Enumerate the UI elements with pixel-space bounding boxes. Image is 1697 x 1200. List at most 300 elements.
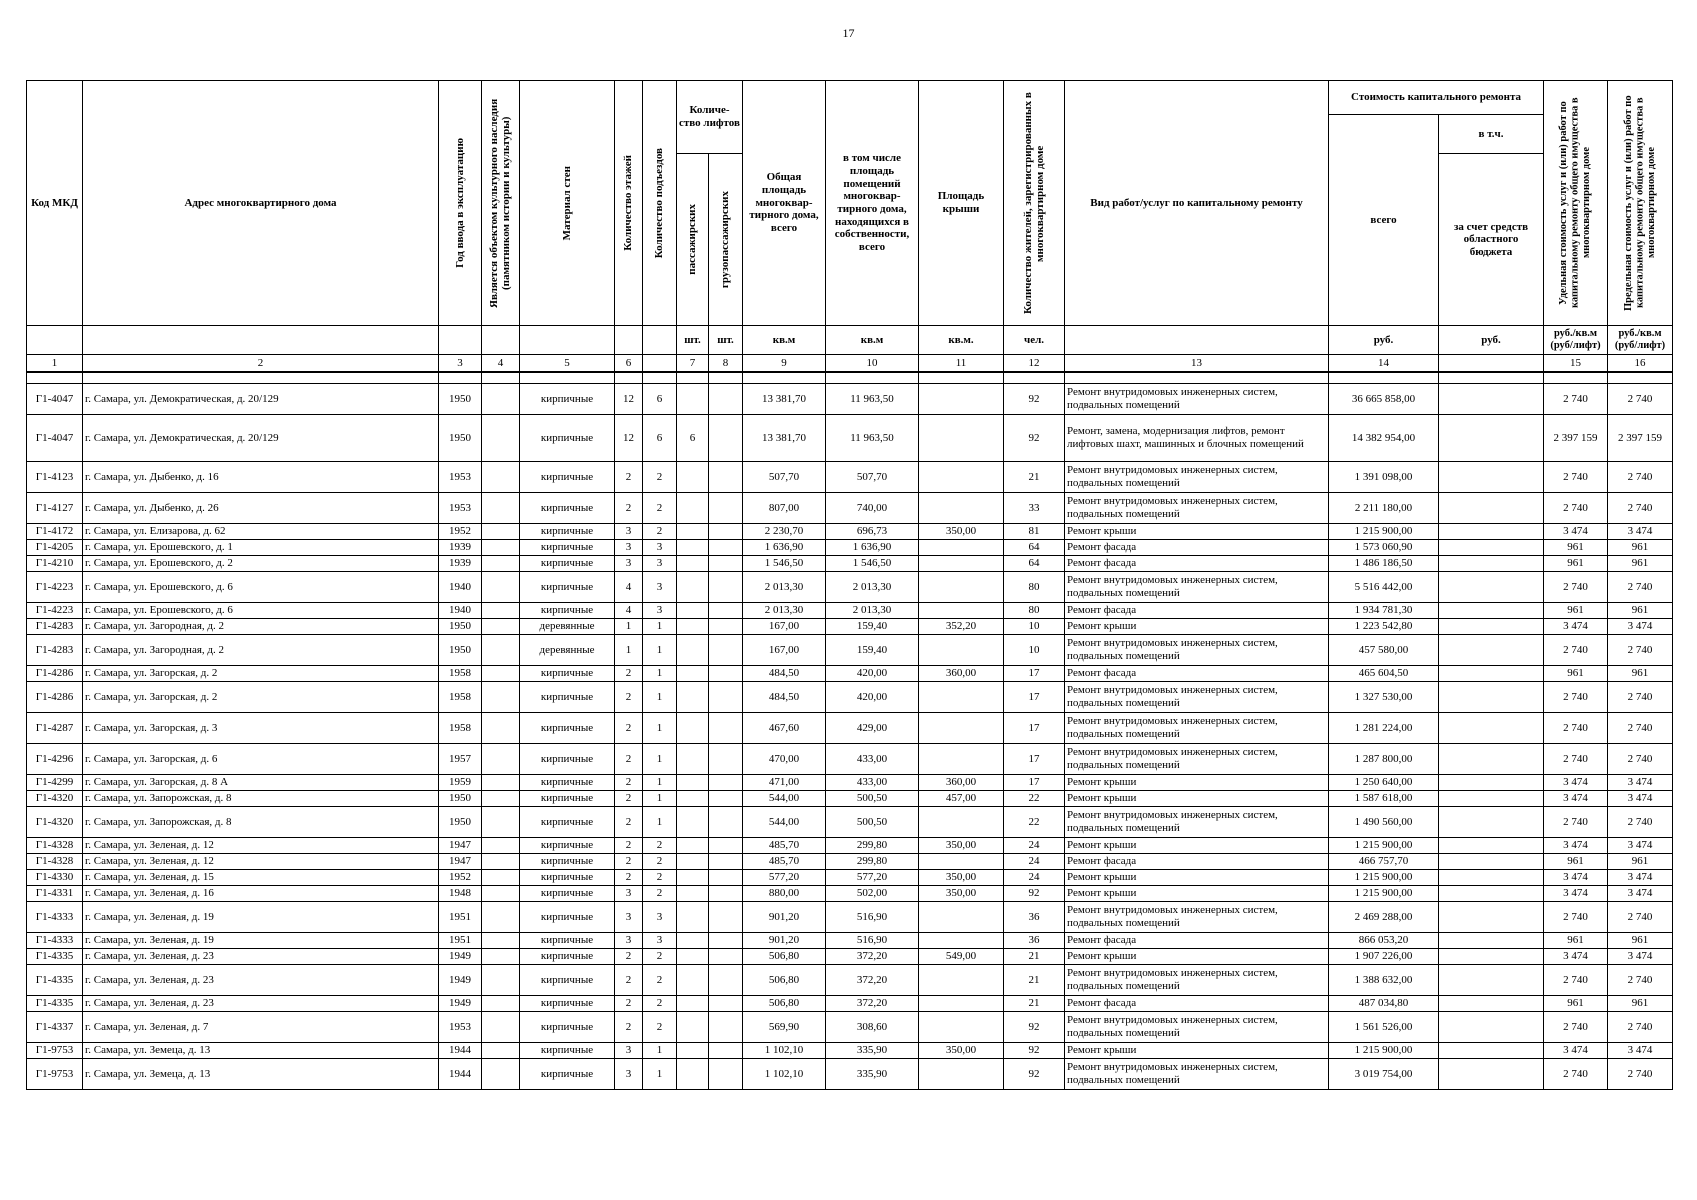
cell-roof-area: 457,00: [919, 791, 1004, 807]
cell-roof-area: 350,00: [919, 870, 1004, 886]
cell-unit-cost: 3 474: [1544, 775, 1608, 791]
cell-residents: 92: [1004, 415, 1065, 462]
cell-owned-area: 335,90: [826, 1043, 919, 1059]
cell-residents: 17: [1004, 666, 1065, 682]
table-row: [27, 1043, 1673, 1059]
cell-heritage: [482, 1012, 520, 1043]
cell-lifts-passenger: [677, 1043, 709, 1059]
cell-code: Г1-4331: [27, 886, 83, 902]
cell-year: 1949: [439, 965, 482, 996]
cell-address: г. Самара, ул. Земеца, д. 13: [83, 1059, 439, 1090]
cell-max-cost: 3 474: [1608, 1043, 1673, 1059]
cell-cost-total: 2 211 180,00: [1329, 493, 1439, 524]
cell-residents: 24: [1004, 854, 1065, 870]
cell-cost-total: 1 391 098,00: [1329, 462, 1439, 493]
cell-max-cost: 2 740: [1608, 807, 1673, 838]
page-number: 17: [842, 26, 855, 40]
cell-owned-area: 502,00: [826, 886, 919, 902]
cell-cost-total: 5 516 442,00: [1329, 572, 1439, 603]
cell-code: Г1-4328: [27, 854, 83, 870]
table-row: [27, 603, 1673, 619]
cell-unit-cost: 2 740: [1544, 713, 1608, 744]
cell-cost-regional: [1439, 635, 1544, 666]
cell-residents: 17: [1004, 682, 1065, 713]
cell-unit-cost: 2 740: [1544, 965, 1608, 996]
cell-address: г. Самара, ул. Зеленая, д. 12: [83, 838, 439, 854]
cell-residents: 17: [1004, 775, 1065, 791]
table-row: [27, 1059, 1673, 1090]
cell-wall: кирпичные: [520, 1059, 615, 1090]
cell-floors: 3: [615, 886, 643, 902]
cell-heritage: [482, 556, 520, 572]
cell-heritage: [482, 1043, 520, 1059]
table-header: [27, 81, 1673, 373]
cell-cost-total: 1 281 224,00: [1329, 713, 1439, 744]
cell-lifts-passenger: [677, 713, 709, 744]
cell-wall: кирпичные: [520, 870, 615, 886]
cell-total-area: 167,00: [743, 619, 826, 635]
cell-lifts-passenger: [677, 791, 709, 807]
cell-total-area: 506,80: [743, 949, 826, 965]
cell-max-cost: 3 474: [1608, 524, 1673, 540]
cell-entrances: 2: [643, 524, 677, 540]
cell-owned-area: 507,70: [826, 462, 919, 493]
header-cost-incl: в т.ч.: [1439, 115, 1544, 154]
cell-heritage: [482, 384, 520, 415]
cell-owned-area: 500,50: [826, 791, 919, 807]
cell-lifts-passenger: [677, 807, 709, 838]
table-row: [27, 572, 1673, 603]
cell-code: Г1-4296: [27, 744, 83, 775]
cell-year: 1949: [439, 949, 482, 965]
column-number: 3: [439, 355, 482, 373]
cell-heritage: [482, 902, 520, 933]
cell-heritage: [482, 635, 520, 666]
cell-work: Ремонт крыши: [1065, 524, 1329, 540]
column-number: 1: [27, 355, 83, 373]
cell-max-cost: 2 740: [1608, 744, 1673, 775]
cell-floors: 2: [615, 682, 643, 713]
cell-unit-cost: 961: [1544, 666, 1608, 682]
cell-owned-area: 429,00: [826, 713, 919, 744]
cell-wall: деревянные: [520, 635, 615, 666]
cell-owned-area: 1 546,50: [826, 556, 919, 572]
cell-roof-area: [919, 807, 1004, 838]
cell-cost-regional: [1439, 540, 1544, 556]
cell-entrances: 2: [643, 949, 677, 965]
cell-floors: 2: [615, 1012, 643, 1043]
cell-unit-cost: 2 740: [1544, 384, 1608, 415]
cell-lifts-passenger: [677, 870, 709, 886]
header-code: Код МКД: [27, 81, 83, 326]
cell-address: г. Самара, ул. Демократическая, д. 20/129: [83, 415, 439, 462]
cell-cost-total: 1 223 542,80: [1329, 619, 1439, 635]
cell-year: 1939: [439, 540, 482, 556]
cell-address: г. Самара, ул. Зеленая, д. 15: [83, 870, 439, 886]
cell-wall: кирпичные: [520, 854, 615, 870]
cell-lifts-passenger: [677, 854, 709, 870]
cell-roof-area: [919, 854, 1004, 870]
cell-lifts-cargo: [709, 635, 743, 666]
cell-entrances: 1: [643, 807, 677, 838]
cell-code: Г1-4286: [27, 682, 83, 713]
cell-total-area: 569,90: [743, 1012, 826, 1043]
cell-roof-area: 350,00: [919, 886, 1004, 902]
table-row: [27, 949, 1673, 965]
cell-year: 1950: [439, 619, 482, 635]
cell-owned-area: 372,20: [826, 949, 919, 965]
cell-residents: 81: [1004, 524, 1065, 540]
cell-entrances: 3: [643, 603, 677, 619]
cell-year: 1944: [439, 1043, 482, 1059]
column-number: 12: [1004, 355, 1065, 373]
table-row: [27, 462, 1673, 493]
cell-total-area: 484,50: [743, 682, 826, 713]
cell-heritage: [482, 807, 520, 838]
cell-cost-total: 1 573 060,90: [1329, 540, 1439, 556]
cell-owned-area: 159,40: [826, 619, 919, 635]
cell-year: 1953: [439, 1012, 482, 1043]
cell-year: 1953: [439, 462, 482, 493]
cell-max-cost: 2 740: [1608, 1012, 1673, 1043]
cell-lifts-passenger: [677, 666, 709, 682]
cell-cost-regional: [1439, 996, 1544, 1012]
table-row: [27, 666, 1673, 682]
cell-entrances: 2: [643, 1012, 677, 1043]
cell-work: Ремонт крыши: [1065, 775, 1329, 791]
cell-cost-total: 466 757,70: [1329, 854, 1439, 870]
cell-year: 1950: [439, 807, 482, 838]
cell-total-area: 467,60: [743, 713, 826, 744]
cell-residents: 92: [1004, 886, 1065, 902]
cell-unit-cost: 2 740: [1544, 902, 1608, 933]
cell-work: Ремонт внутридомовых инженерных систем, подвальных помещений: [1065, 807, 1329, 838]
cell-max-cost: 2 740: [1608, 462, 1673, 493]
table-row: [27, 838, 1673, 854]
cell-floors: 4: [615, 572, 643, 603]
cell-code: Г1-4320: [27, 791, 83, 807]
cell-heritage: [482, 493, 520, 524]
cell-max-cost: 961: [1608, 996, 1673, 1012]
cell-roof-area: 350,00: [919, 838, 1004, 854]
cell-roof-area: 350,00: [919, 524, 1004, 540]
cell-unit-cost: 2 740: [1544, 744, 1608, 775]
header-work: Вид работ/услуг по капитальному ремонту: [1065, 81, 1329, 326]
cell-wall: кирпичные: [520, 965, 615, 996]
cell-lifts-passenger: [677, 682, 709, 713]
cell-max-cost: 3 474: [1608, 838, 1673, 854]
cell-residents: 22: [1004, 807, 1065, 838]
table-row: [27, 854, 1673, 870]
unit-people: чел.: [1004, 326, 1065, 355]
cell-entrances: 6: [643, 384, 677, 415]
cell-wall: кирпичные: [520, 902, 615, 933]
cell-cost-total: 1 561 526,00: [1329, 1012, 1439, 1043]
cell-work: Ремонт крыши: [1065, 791, 1329, 807]
cell-lifts-passenger: [677, 384, 709, 415]
cell-total-area: 485,70: [743, 854, 826, 870]
cell-cost-regional: [1439, 384, 1544, 415]
column-number: 4: [482, 355, 520, 373]
cell-code: Г1-4283: [27, 619, 83, 635]
cell-max-cost: 3 474: [1608, 619, 1673, 635]
cell-lifts-cargo: [709, 493, 743, 524]
table-row: [27, 682, 1673, 713]
cell-floors: 2: [615, 462, 643, 493]
cell-owned-area: 308,60: [826, 1012, 919, 1043]
cell-cost-regional: [1439, 1043, 1544, 1059]
cell-cost-regional: [1439, 965, 1544, 996]
cell-wall: кирпичные: [520, 666, 615, 682]
header-cost: Стоимость капитального ремонта: [1329, 81, 1544, 115]
cell-total-area: 2 013,30: [743, 603, 826, 619]
cell-lifts-cargo: [709, 603, 743, 619]
cell-roof-area: [919, 415, 1004, 462]
cell-total-area: 2 230,70: [743, 524, 826, 540]
cell-total-area: 507,70: [743, 462, 826, 493]
cell-entrances: 2: [643, 965, 677, 996]
cell-unit-cost: 3 474: [1544, 838, 1608, 854]
cell-entrances: 3: [643, 540, 677, 556]
cell-work: Ремонт фасада: [1065, 933, 1329, 949]
cell-residents: 64: [1004, 540, 1065, 556]
cell-owned-area: 516,90: [826, 902, 919, 933]
cell-entrances: 2: [643, 886, 677, 902]
cell-cost-regional: [1439, 572, 1544, 603]
table-row: [27, 1012, 1673, 1043]
cell-work: Ремонт внутридомовых инженерных систем, подвальных помещений: [1065, 1059, 1329, 1090]
cell-year: 1940: [439, 572, 482, 603]
cell-lifts-passenger: [677, 635, 709, 666]
column-number: 8: [709, 355, 743, 373]
cell-unit-cost: 2 740: [1544, 682, 1608, 713]
cell-lifts-cargo: [709, 572, 743, 603]
cell-code: Г1-4333: [27, 933, 83, 949]
cell-total-area: 470,00: [743, 744, 826, 775]
cell-lifts-cargo: [709, 807, 743, 838]
cell-unit-cost: 2 740: [1544, 572, 1608, 603]
cell-heritage: [482, 666, 520, 682]
cell-code: Г1-4205: [27, 540, 83, 556]
cell-cost-regional: [1439, 666, 1544, 682]
cell-total-area: 485,70: [743, 838, 826, 854]
cell-entrances: 1: [643, 744, 677, 775]
cell-cost-total: 1 250 640,00: [1329, 775, 1439, 791]
table-row: [27, 635, 1673, 666]
cell-unit-cost: 3 474: [1544, 870, 1608, 886]
cell-lifts-cargo: [709, 556, 743, 572]
cell-lifts-passenger: [677, 1059, 709, 1090]
cell-max-cost: 961: [1608, 666, 1673, 682]
cell-lifts-cargo: [709, 415, 743, 462]
cell-code: Г1-4283: [27, 635, 83, 666]
cell-address: г. Самара, ул. Загорская, д. 2: [83, 666, 439, 682]
cell-lifts-passenger: [677, 744, 709, 775]
cell-total-area: 901,20: [743, 933, 826, 949]
cell-unit-cost: 2 740: [1544, 1012, 1608, 1043]
cell-floors: 12: [615, 415, 643, 462]
cell-address: г. Самара, ул. Зеленая, д. 23: [83, 996, 439, 1012]
column-number: 13: [1065, 355, 1329, 373]
cell-cost-total: 1 388 632,00: [1329, 965, 1439, 996]
cell-roof-area: [919, 933, 1004, 949]
header-lifts: Количе-ство лифтов: [677, 81, 743, 154]
cell-floors: 3: [615, 540, 643, 556]
cell-max-cost: 2 740: [1608, 902, 1673, 933]
cell-cost-regional: [1439, 682, 1544, 713]
cell-unit-cost: 3 474: [1544, 791, 1608, 807]
cell-total-area: 1 102,10: [743, 1059, 826, 1090]
cell-residents: 80: [1004, 572, 1065, 603]
cell-cost-total: 465 604,50: [1329, 666, 1439, 682]
cell-cost-total: 1 215 900,00: [1329, 886, 1439, 902]
cell-unit-cost: 2 740: [1544, 635, 1608, 666]
cell-floors: 2: [615, 965, 643, 996]
cell-owned-area: 420,00: [826, 666, 919, 682]
cell-lifts-cargo: [709, 775, 743, 791]
cell-total-area: 471,00: [743, 775, 826, 791]
header-cost-regional: за счет средств областного бюджета: [1439, 154, 1544, 326]
cell-wall: кирпичные: [520, 384, 615, 415]
cell-cost-total: 1 215 900,00: [1329, 1043, 1439, 1059]
cell-cost-total: 1 327 530,00: [1329, 682, 1439, 713]
cell-floors: 3: [615, 1059, 643, 1090]
cell-address: г. Самара, ул. Загорская, д. 2: [83, 682, 439, 713]
cell-roof-area: [919, 1012, 1004, 1043]
header-cost-total: всего: [1329, 115, 1439, 326]
cell-owned-area: 299,80: [826, 838, 919, 854]
cell-owned-area: 516,90: [826, 933, 919, 949]
cell-wall: кирпичные: [520, 1043, 615, 1059]
cell-residents: 36: [1004, 933, 1065, 949]
cell-cost-regional: [1439, 775, 1544, 791]
cell-cost-regional: [1439, 556, 1544, 572]
cell-cost-regional: [1439, 1059, 1544, 1090]
cell-cost-total: 457 580,00: [1329, 635, 1439, 666]
cell-roof-area: [919, 1059, 1004, 1090]
cell-unit-cost: 3 474: [1544, 949, 1608, 965]
cell-heritage: [482, 1059, 520, 1090]
cell-year: 1944: [439, 1059, 482, 1090]
cell-entrances: 1: [643, 775, 677, 791]
cell-cost-regional: [1439, 415, 1544, 462]
table-row: [27, 775, 1673, 791]
cell-owned-area: 2 013,30: [826, 572, 919, 603]
cell-wall: кирпичные: [520, 682, 615, 713]
cell-work: Ремонт крыши: [1065, 838, 1329, 854]
table-row: [27, 493, 1673, 524]
cell-residents: 92: [1004, 1012, 1065, 1043]
cell-floors: 4: [615, 603, 643, 619]
cell-wall: кирпичные: [520, 462, 615, 493]
cell-lifts-cargo: [709, 619, 743, 635]
cell-residents: 22: [1004, 791, 1065, 807]
cell-entrances: 1: [643, 1059, 677, 1090]
column-number: 5: [520, 355, 615, 373]
cell-max-cost: 2 740: [1608, 682, 1673, 713]
cell-address: г. Самара, ул. Демократическая, д. 20/129: [83, 384, 439, 415]
cell-lifts-passenger: [677, 556, 709, 572]
cell-heritage: [482, 886, 520, 902]
cell-unit-cost: 3 474: [1544, 1043, 1608, 1059]
units-row: [27, 326, 1673, 355]
cell-cost-total: 1 215 900,00: [1329, 838, 1439, 854]
cell-heritage: [482, 415, 520, 462]
cell-total-area: 1 102,10: [743, 1043, 826, 1059]
cell-max-cost: 2 740: [1608, 635, 1673, 666]
cell-floors: 2: [615, 807, 643, 838]
cell-address: г. Самара, ул. Зеленая, д. 16: [83, 886, 439, 902]
cell-code: Г1-4223: [27, 572, 83, 603]
cell-lifts-cargo: [709, 933, 743, 949]
cell-work: Ремонт внутридомовых инженерных систем, подвальных помещений: [1065, 902, 1329, 933]
unit-sqm: кв.м.: [919, 326, 1004, 355]
cell-code: Г1-4287: [27, 713, 83, 744]
cell-cost-regional: [1439, 886, 1544, 902]
cell-roof-area: [919, 996, 1004, 1012]
cell-cost-regional: [1439, 949, 1544, 965]
cell-owned-area: 159,40: [826, 635, 919, 666]
cell-residents: 24: [1004, 870, 1065, 886]
cell-code: Г1-4333: [27, 902, 83, 933]
unit-pcs: шт.: [677, 326, 709, 355]
table-row: [27, 996, 1673, 1012]
cell-heritage: [482, 572, 520, 603]
cell-entrances: 2: [643, 838, 677, 854]
cell-total-area: 506,80: [743, 965, 826, 996]
cell-year: 1947: [439, 854, 482, 870]
cell-total-area: 901,20: [743, 902, 826, 933]
cell-code: Г1-4335: [27, 996, 83, 1012]
cell-entrances: 2: [643, 996, 677, 1012]
cell-heritage: [482, 682, 520, 713]
cell-heritage: [482, 524, 520, 540]
cell-heritage: [482, 775, 520, 791]
cell-heritage: [482, 744, 520, 775]
cell-year: 1958: [439, 666, 482, 682]
cell-work: Ремонт крыши: [1065, 1043, 1329, 1059]
header-wall: Материал стен: [520, 81, 615, 326]
cell-lifts-cargo: [709, 462, 743, 493]
cell-roof-area: [919, 635, 1004, 666]
cell-lifts-cargo: [709, 1043, 743, 1059]
cell-code: Г1-4047: [27, 384, 83, 415]
cell-lifts-cargo: [709, 854, 743, 870]
table-row: [27, 524, 1673, 540]
cell-cost-total: 1 215 900,00: [1329, 870, 1439, 886]
cell-code: Г1-4299: [27, 775, 83, 791]
cell-total-area: 880,00: [743, 886, 826, 902]
cell-code: Г1-4223: [27, 603, 83, 619]
cell-owned-area: 740,00: [826, 493, 919, 524]
cell-entrances: 1: [643, 791, 677, 807]
cell-address: г. Самара, ул. Ерошевского, д. 6: [83, 572, 439, 603]
cell-cost-total: 1 907 226,00: [1329, 949, 1439, 965]
table-row: [27, 384, 1673, 415]
cell-owned-area: 372,20: [826, 996, 919, 1012]
cell-max-cost: 961: [1608, 540, 1673, 556]
cell-entrances: 1: [643, 682, 677, 713]
unit-sqm: кв.м: [743, 326, 826, 355]
column-number: 6: [615, 355, 643, 373]
cell-roof-area: [919, 572, 1004, 603]
cell-code: Г1-4123: [27, 462, 83, 493]
header-entrances: Количество подъездов: [643, 81, 677, 326]
cell-roof-area: 352,20: [919, 619, 1004, 635]
cell-lifts-passenger: [677, 524, 709, 540]
cell-residents: 80: [1004, 603, 1065, 619]
cell-roof-area: [919, 965, 1004, 996]
